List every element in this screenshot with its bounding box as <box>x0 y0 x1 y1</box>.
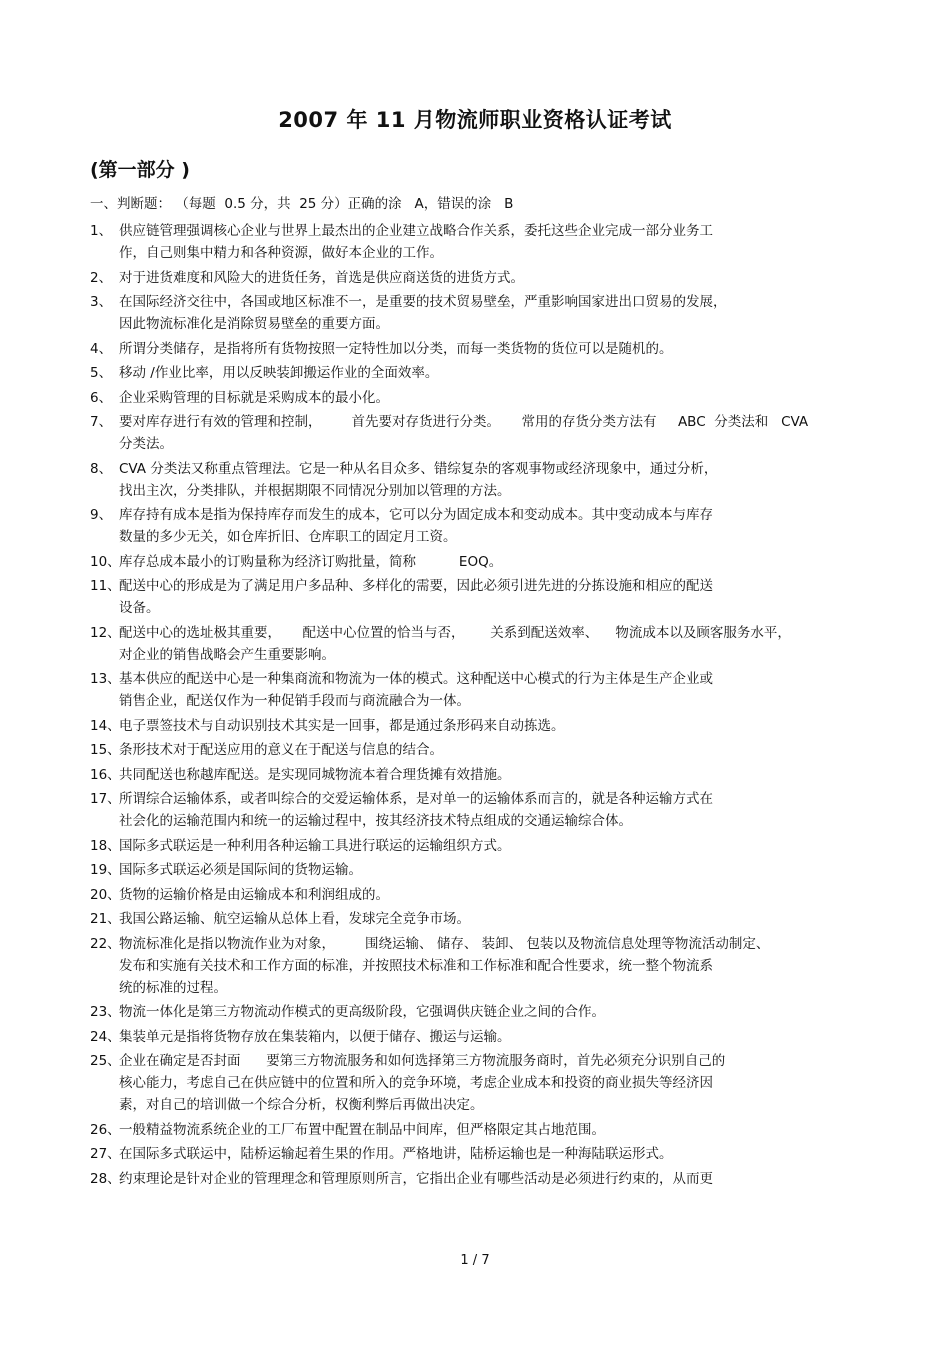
question-line: 要对库存进行有效的管理和控制， 首先要对存货进行分类。 常用的存货分类方法有 ABC 分类法和 CVA <box>119 414 809 430</box>
question-number: 12、 <box>90 624 121 641</box>
question-line: 库存总成本最小的订购量称为经济订购批量，简称 EOQ。 <box>119 553 503 570</box>
question-text <box>119 835 511 857</box>
question-item <box>90 458 880 502</box>
question-item <box>90 622 880 666</box>
question-text <box>119 504 713 548</box>
question-number: 20、 <box>90 886 121 903</box>
question-number: 14、 <box>90 717 121 734</box>
question-text <box>119 1143 673 1165</box>
question-line: 统的标准的过程。 <box>119 979 227 996</box>
question-number: 24、 <box>90 1028 121 1045</box>
question-text <box>119 291 727 335</box>
question-line: 企业采购管理的目标就是采购成本的最小化。 <box>119 389 389 406</box>
question-line: 分类法。 <box>119 436 173 452</box>
question-item <box>90 575 880 619</box>
question-item <box>90 1143 880 1165</box>
question-number: 28、 <box>90 1170 121 1187</box>
question-line: 在国际多式联运中，陆桥运输起着生果的作用。严格地讲，陆桥运输也是一种海陆联运形式。 <box>119 1146 673 1162</box>
question-line: 国际多式联运必须是国际间的货物运输。 <box>119 862 362 878</box>
question-item <box>90 788 880 832</box>
question-number: 2、 <box>90 269 113 286</box>
question-item <box>90 668 880 712</box>
question-item <box>90 387 880 409</box>
question-number: 18、 <box>90 837 121 854</box>
question-line: 集装单元是指将货物存放在集装箱内，以便于储存、搬运与运输。 <box>119 1028 511 1045</box>
question-text <box>119 458 717 502</box>
question-number: 26、 <box>90 1121 121 1138</box>
question-text <box>119 715 565 737</box>
question-line: 配送中心的形成是为了满足用户多品种、多样化的需要，因此必须引进先进的分拣设施和相应的配送 <box>119 578 713 594</box>
exam-title: 2007 年 11 月物流师职业资格认证考试 <box>278 108 672 132</box>
question-line: CVA 分类法又称重点管理法。它是一种从名目众多、错综复杂的客观事物或经济现象中，通过分析， <box>119 460 718 477</box>
question-item <box>90 220 880 264</box>
question-text <box>119 411 808 455</box>
question-line: 所谓综合运输体系，或者叫综合的交爱运输体系，是对单一的运输体系而言的，就是各种运输方式在 <box>119 791 713 807</box>
question-item <box>90 908 880 930</box>
question-line: 供应链管理强调核心企业与世界上最杰出的企业建立战略合作关系，委托这些企业完成一部分业务工 <box>119 223 713 239</box>
question-number: 19、 <box>90 862 121 878</box>
question-text <box>119 387 389 409</box>
question-text <box>119 267 524 289</box>
question-line: 社会化的运输范围内和统一的运输过程中，按其经济技术特点组成的交通运输综合体。 <box>119 813 632 829</box>
question-number: 17、 <box>90 791 121 807</box>
question-line: 销售企业，配送仅作为一种促销手段而与商流融合为一体。 <box>119 693 470 709</box>
question-item <box>90 1001 880 1023</box>
question-text <box>119 551 502 573</box>
question-text <box>119 764 511 786</box>
question-text <box>119 739 443 761</box>
question-item <box>90 933 880 999</box>
question-item <box>90 739 880 761</box>
question-number: 15、 <box>90 742 121 758</box>
question-text <box>119 362 438 384</box>
question-line: 电子票签技术与自动识别技术其实是一回事，都是通过条形码来自动拣选。 <box>119 717 565 734</box>
question-number: 3、 <box>90 294 113 310</box>
question-text <box>119 859 362 881</box>
question-line: 核心能力，考虑自己在供应链中的位置和所入的竞争环境，考虑企业成本和投资的商业损失等经济因 <box>119 1075 713 1091</box>
question-line: 基本供应的配送中心是一种集商流和物流为一体的模式。这种配送中心模式的行为主体是生产企业或 <box>119 671 713 687</box>
question-line: 在国际经济交往中，各国或地区标准不一，是重要的技术贸易壁垒，严重影响国家进出口贸易的发展， <box>119 294 727 310</box>
question-text <box>119 622 791 666</box>
question-line: 库存持有成本是指为保持库存而发生的成本，它可以分为固定成本和变动成本。其中变动成本与库存 <box>119 507 713 523</box>
question-text <box>119 788 713 832</box>
question-text <box>119 884 389 906</box>
question-item <box>90 551 880 573</box>
question-text <box>119 668 713 712</box>
question-text <box>119 575 713 619</box>
question-item <box>90 362 880 384</box>
question-line: 因此物流标准化是消除贸易壁垒的重要方面。 <box>119 316 389 332</box>
question-number: 4、 <box>90 340 113 357</box>
question-line: 我国公路运输、航空运输从总体上看，发球完全竞争市场。 <box>119 911 470 927</box>
question-number: 5、 <box>90 365 113 381</box>
question-number: 1、 <box>90 223 113 239</box>
question-item <box>90 884 880 906</box>
question-line: 所谓分类储存，是指将所有货物按照一定特性加以分类，而每一类货物的货位可以是随机的。 <box>119 340 673 357</box>
question-line: 企业在确定是否封面 要第三方物流服务和如何选择第三方物流服务商时，首先必须充分识别自己的 <box>119 1053 726 1069</box>
question-line: 国际多式联运是一种利用各种运输工具进行联运的运输组织方式。 <box>119 837 511 854</box>
question-line: 一般精益物流系统企业的工厂布置中配置在制品中间库，但严格限定其占地范围。 <box>119 1121 605 1138</box>
question-line: 物流标准化是指以物流作业为对象， 围绕运输、 储存、 装卸、 包装以及物流信息处理等物流活动制定、 <box>119 935 770 952</box>
question-line: 条形技术对于配送应用的意义在于配送与信息的结合。 <box>119 742 443 758</box>
question-number: 23、 <box>90 1004 121 1020</box>
question-item <box>90 504 880 548</box>
question-line: 约束理论是针对企业的管理理念和管理原则所言，它指出企业有哪些活动是必须进行约束的，从而更 <box>119 1170 713 1187</box>
question-text <box>119 1050 725 1116</box>
part-heading: (第一部分 ) <box>90 159 190 181</box>
question-text <box>119 1168 713 1190</box>
question-number: 27、 <box>90 1146 121 1162</box>
question-number: 21、 <box>90 911 121 927</box>
question-line: 发布和实施有关技术和工作方面的标准，并按照技术标准和工作标准和配合性要求，统一整个物流系 <box>119 957 713 974</box>
question-item <box>90 1168 880 1190</box>
question-line: 设备。 <box>119 600 160 616</box>
section-intro: 一、判断题： （每题 0.5 分，共 25 分）正确的涂 A，错误的涂 B <box>90 196 514 212</box>
question-item <box>90 1026 880 1048</box>
question-line: 找出主次，分类排队，并根据期限不同情况分别加以管理的方法。 <box>119 482 511 499</box>
question-number: 6、 <box>90 389 113 406</box>
question-text <box>119 1119 605 1141</box>
question-number: 9、 <box>90 507 113 523</box>
question-number: 22、 <box>90 935 121 952</box>
question-text <box>119 338 673 360</box>
question-number: 11、 <box>90 578 121 594</box>
question-text <box>119 220 713 264</box>
question-number: 10、 <box>90 553 121 570</box>
question-item <box>90 1050 880 1116</box>
question-number: 13、 <box>90 671 121 687</box>
question-item <box>90 338 880 360</box>
question-line: 对企业的销售战略会产生重要影响。 <box>119 646 335 663</box>
question-item <box>90 1119 880 1141</box>
question-number: 25、 <box>90 1053 121 1069</box>
question-item <box>90 411 880 455</box>
question-line: 素，对自己的培训做一个综合分析，权衡利弊后再做出决定。 <box>119 1097 484 1113</box>
question-item <box>90 764 880 786</box>
question-line: 配送中心的选址极其重要， 配送中心位置的恰当与否， 关系到配送效率、 物流成本以及顾客服务水平， <box>119 624 791 641</box>
question-line: 共同配送也称越库配送。是实现同城物流本着合理货摊有效措施。 <box>119 766 511 783</box>
question-text <box>119 1001 605 1023</box>
question-line: 作，自己则集中精力和各种资源，做好本企业的工作。 <box>119 245 443 261</box>
question-item <box>90 291 880 335</box>
question-text <box>119 908 470 930</box>
question-number: 8、 <box>90 460 113 477</box>
page-number: 1 / 7 <box>460 1253 490 1268</box>
question-text <box>119 933 769 999</box>
question-item <box>90 267 880 289</box>
question-line: 对于进货难度和风险大的进货任务，首选是供应商送货的进货方式。 <box>119 269 524 286</box>
question-line: 数量的多少无关，如仓库折旧、仓库职工的固定月工资。 <box>119 529 457 545</box>
question-text <box>119 1026 511 1048</box>
question-line: 货物的运输价格是由运输成本和利润组成的。 <box>119 886 389 903</box>
question-line: 物流一体化是第三方物流动作模式的更高级阶段，它强调供庆链企业之间的合作。 <box>119 1004 605 1020</box>
question-list <box>90 220 880 1192</box>
question-item <box>90 715 880 737</box>
question-item <box>90 835 880 857</box>
question-number: 7、 <box>90 414 113 430</box>
question-item <box>90 859 880 881</box>
question-line: 移动 /作业比率，用以反映装卸搬运作业的全面效率。 <box>119 365 439 381</box>
question-number: 16、 <box>90 766 121 783</box>
